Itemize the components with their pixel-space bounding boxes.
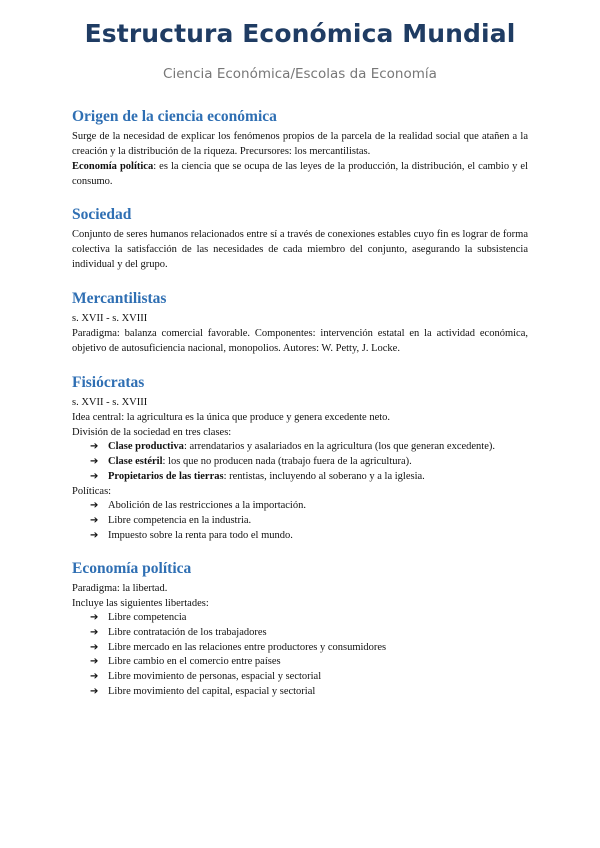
item-text: : arrendatarios y asalariados en la agricultura (los que generan excedente). (183, 441, 495, 452)
item-text: Libre contratación de los trabajadores (108, 626, 267, 638)
right-arrow-icon: ➔ (90, 529, 99, 541)
period-line: s. XVII - s. XVIII (72, 397, 148, 408)
section-heading: Origen de la ciencia económica (72, 108, 277, 125)
section-heading: Mercantilistas (72, 290, 167, 307)
politicas-label: Políticas: (72, 486, 112, 498)
section-heading: Economía política (72, 560, 192, 577)
item-text: Impuesto sobre la renta para todo el mundo. (108, 529, 293, 541)
item-text: Libre mercado en las relaciones entre productores y consumidores (108, 641, 387, 653)
list-item (90, 470, 528, 485)
list-item (90, 670, 528, 685)
right-arrow-icon: ➔ (90, 515, 99, 527)
item-text: : los que no producen nada (trabajo fuera de la agricultura). (162, 455, 412, 467)
list-item (90, 440, 528, 455)
section-mercantilistas (72, 290, 528, 356)
paragraph: Idea central: la agricultura es la única que produce y genera excedente neto. (72, 412, 391, 423)
item-text: : rentistas, incluyendo al soberano y a la iglesia. (223, 470, 425, 482)
politicas-list (72, 499, 528, 543)
paragraph: Conjunto de seres humanos relacionados entre sí a través de conexiones estables cuyo fin es lograr de forma colectiva la satisfacción de las necesidades de cada miembro del conjunto, asegurando la subsistencia individual y del grupo. (72, 229, 528, 270)
item-text: Abolición de las restricciones a la importación. (108, 500, 306, 512)
bold-term: Clase estéril (108, 455, 163, 467)
paragraph: Incluye las siguientes libertades: (72, 598, 209, 609)
paragraph-definition (72, 159, 528, 189)
definition-text: : es la ciencia que se ocupa de las leyes de la producción, la distribución, el cambio y el consumo. (72, 161, 528, 187)
list-item (90, 655, 528, 670)
list-item (90, 611, 528, 626)
section-sociedad (72, 206, 528, 272)
right-arrow-icon: ➔ (90, 685, 99, 697)
item-text: Libre movimiento de personas, espacial y sectorial (108, 671, 322, 683)
right-arrow-icon: ➔ (90, 470, 99, 482)
section-origen (72, 108, 528, 189)
bold-term: Propietarios de las tierras (108, 470, 224, 482)
paragraph: División de la sociedad en tres clases: (72, 427, 232, 438)
item-text: Libre cambio en el comercio entre países (108, 656, 281, 668)
bold-term: Clase productiva (108, 441, 184, 452)
clases-list (72, 440, 528, 484)
item-text: Libre competencia (108, 612, 187, 623)
item-text: Libre competencia en la industria. (108, 515, 252, 527)
document-subtitle: Ciencia Económica/Escolas da Economía (163, 66, 437, 82)
list-item (90, 641, 528, 656)
right-arrow-icon: ➔ (90, 441, 99, 452)
right-arrow-icon: ➔ (90, 656, 99, 668)
section-fisiocratas (72, 374, 528, 544)
list-item (90, 685, 528, 700)
right-arrow-icon: ➔ (90, 626, 99, 638)
list-item (90, 529, 528, 544)
document-title: Estructura Económica Mundial (84, 19, 516, 48)
libertades-list (72, 611, 528, 700)
list-item (90, 626, 528, 641)
bold-term: Economía política (72, 161, 154, 172)
item-text: Libre movimiento del capital, espacial y sectorial (108, 685, 316, 697)
right-arrow-icon: ➔ (90, 671, 99, 683)
list-item (90, 499, 528, 514)
paragraph: Paradigma: balanza comercial favorable. Componentes: intervención estatal en la actividad económica, objetivo de autosuficiencia nacional, monopolios. Autores: W. Petty, J. Locke. (72, 328, 528, 354)
right-arrow-icon: ➔ (90, 612, 99, 623)
right-arrow-icon: ➔ (90, 641, 99, 653)
section-heading: Sociedad (72, 206, 132, 223)
list-item (90, 514, 528, 529)
paragraph: Surge de la necesidad de explicar los fenómenos propios de la parcela de la realidad social que atañen a la creación y la distribución de la riqueza. Precursores: los mercantilistas. (72, 131, 528, 157)
list-item (90, 455, 528, 470)
section-economia-politica (72, 560, 528, 700)
right-arrow-icon: ➔ (90, 500, 99, 512)
period-line: s. XVII - s. XVIII (72, 313, 148, 324)
right-arrow-icon: ➔ (90, 455, 99, 467)
section-heading: Fisiócratas (72, 374, 145, 391)
paragraph: Paradigma: la libertad. (72, 583, 168, 594)
